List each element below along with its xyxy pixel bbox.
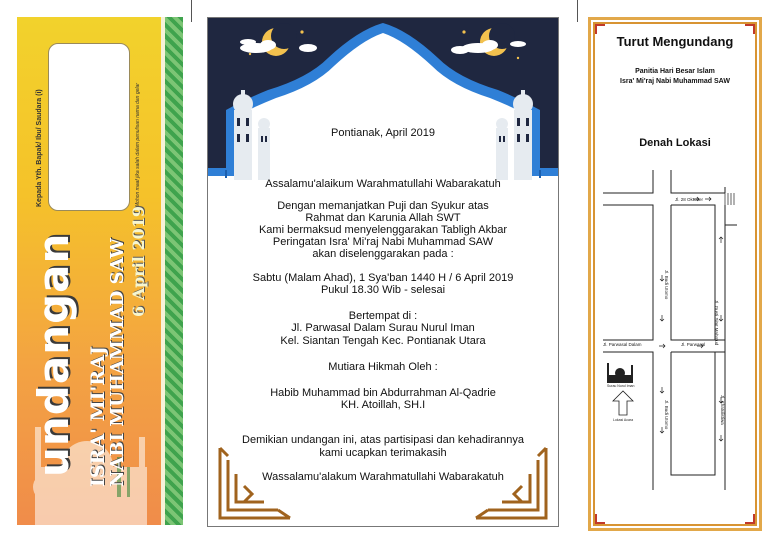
- address-note: Mohon maaf jika salah dalam penulisan nama dan gelar: [135, 83, 141, 207]
- fold-line-left: [191, 0, 192, 22]
- corner-mark-top-right: [745, 24, 755, 34]
- corner-mark-top-left: [595, 24, 605, 34]
- fold-line-right: [577, 0, 578, 22]
- closing-line-1: Demikian undangan ini, atas partisipasi dan kehadirannya: [242, 434, 524, 446]
- ornament-bottom-right-icon: [474, 444, 550, 522]
- cover-panel: [17, 17, 183, 525]
- organizer-line-1: Panitia Hari Besar Islam: [635, 68, 715, 75]
- street-label-2: Jl. Gusti Situt Mahmud: [714, 300, 719, 346]
- venue-label: Bertempat di :: [348, 310, 418, 322]
- street-label-7: Jl. Budi Utomo: [664, 400, 669, 430]
- body-line-2: Rahmat dan Karunia Allah SWT: [305, 212, 461, 224]
- speaker-label: Mutiara Hikmah Oleh :: [328, 361, 438, 373]
- night-sky-header: [208, 18, 558, 188]
- landmark-label: Surau Nurul Iman: [607, 384, 635, 388]
- place-date: Pontianak, April 2019: [331, 127, 435, 139]
- invitation-panel: [207, 17, 559, 527]
- ornament-bottom-left-icon: [216, 444, 292, 522]
- schedule-line-1: Sabtu (Malam Ahad), 1 Sya'ban 1440 H / 6 April 2019: [252, 272, 514, 284]
- farewell: Wassalamu'alakum Warahmatullahi Wabarakatuh: [262, 471, 504, 483]
- map-panel: [588, 17, 762, 531]
- you-are-here-label: Lokasi Acara: [613, 418, 634, 422]
- cover-date: 6 April 2019: [129, 206, 148, 317]
- cover-event-line2: NABI MUHAMMAD SAW: [107, 238, 128, 487]
- schedule-line-2: Pukul 18.30 Wib - selesai: [320, 284, 446, 296]
- street-label-1: Jl. 28 Oktober: [675, 197, 704, 202]
- greeting: Assalamu'alaikum Warahmatullahi Wabarakatuh: [265, 178, 501, 190]
- street-label-6: Jl. Khatulistiwa: [720, 395, 725, 425]
- organizer-line-2: Isra' Mi'raj Nabi Muhammad SAW: [620, 78, 730, 85]
- location-title: Denah Lokasi: [639, 137, 711, 149]
- street-label-4: Jl. Parwasal Dalam: [603, 342, 642, 347]
- venue-line-2: Kel. Siantan Tengah Kec. Pontianak Utara: [280, 335, 486, 347]
- corner-mark-bottom-right: [745, 514, 755, 524]
- closing-line-2: kami ucapkan terimakasih: [319, 447, 447, 459]
- cover-event-line1: ISRA' MI'RAJ: [87, 346, 109, 487]
- speaker-line-1: Habib Muhammad bin Abdurrahman Al-Qadrie: [270, 387, 496, 399]
- address-box[interactable]: [48, 43, 130, 211]
- body-line-5: akan diselenggarakan pada :: [312, 248, 454, 260]
- location-map: [597, 165, 753, 505]
- venue-line-1: Jl. Parwasal Dalam Surau Nurul Iman: [291, 322, 475, 334]
- speaker-line-2: KH. Atoillah, SH.I: [340, 399, 426, 411]
- address-label: Kepada Yth. Bapak/ Ibu/ Saudara (i): [36, 89, 43, 207]
- body-line-3: Kami bermaksud menyelenggarakan Tabligh Akbar: [258, 224, 508, 236]
- body-line-1: Dengan memanjatkan Puji dan Syukur atas: [277, 200, 489, 212]
- street-label-5: Jl. Parwasal: [681, 342, 706, 347]
- corner-mark-bottom-left: [595, 514, 605, 524]
- body-line-4: Peringatan Isra' Mi'raj Nabi Muhammad SAW: [272, 236, 494, 248]
- street-label-3: Jl. Budi Utomo: [664, 270, 669, 300]
- cover-title: undangan: [29, 232, 78, 477]
- cover-border-pattern: [165, 17, 183, 525]
- map-heading: Turut Mengundang: [616, 34, 734, 49]
